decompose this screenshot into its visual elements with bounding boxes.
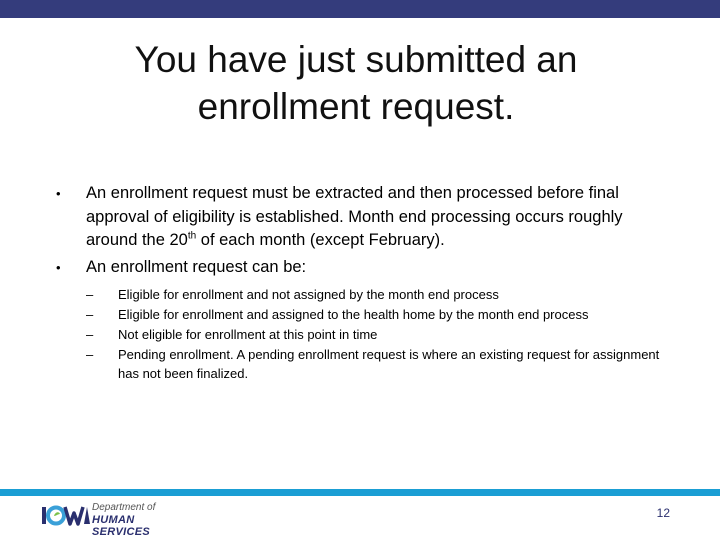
bullet-item bbox=[56, 182, 676, 253]
bullet-icon: • bbox=[56, 186, 61, 201]
sub-list-item bbox=[86, 325, 676, 344]
sub-list-item bbox=[86, 345, 676, 383]
logo-human-services-text: HUMAN SERVICES bbox=[92, 514, 151, 538]
iowa-logo-icon bbox=[40, 500, 90, 530]
sub-item-text: Eligible for enrollment and assigned to the health home by the month end process bbox=[118, 307, 589, 322]
sub-list-item bbox=[86, 285, 676, 304]
sub-item-text: Eligible for enrollment and not assigned by the month end process bbox=[118, 287, 499, 302]
iowa-dhs-logo bbox=[40, 500, 190, 538]
header-bar bbox=[0, 0, 720, 18]
sub-list bbox=[86, 285, 676, 383]
dash-icon: – bbox=[86, 287, 94, 302]
sub-item-text: Pending enrollment. A pending enrollment request is where an existing request for assignment has not been finalized. bbox=[118, 347, 660, 381]
bullet-icon: • bbox=[56, 259, 61, 275]
bullet-superscript: th bbox=[187, 230, 197, 242]
sub-item-text: Not eligible for enrollment at this point in time bbox=[118, 327, 378, 342]
logo-department-text: Department of bbox=[92, 502, 156, 513]
dash-icon: – bbox=[86, 307, 94, 322]
bullet-text-part1: An enrollment request must be extracted and then processed before final approval of eligibility is established. Month end processing occurs roughly around the 20 bbox=[86, 184, 623, 249]
dash-icon: – bbox=[86, 327, 94, 342]
bullet-text: An enrollment request can be: bbox=[86, 257, 307, 276]
bullet-item bbox=[56, 256, 676, 280]
dash-icon: – bbox=[86, 347, 94, 362]
bullet-text-part2: of each month (except February). bbox=[196, 231, 445, 249]
footer-bar bbox=[0, 489, 720, 496]
sub-list-item bbox=[86, 305, 676, 324]
slide-body bbox=[56, 182, 676, 384]
slide-title: You have just submitted an enrollment request. bbox=[134, 39, 578, 127]
page-number: 12 bbox=[656, 506, 670, 520]
